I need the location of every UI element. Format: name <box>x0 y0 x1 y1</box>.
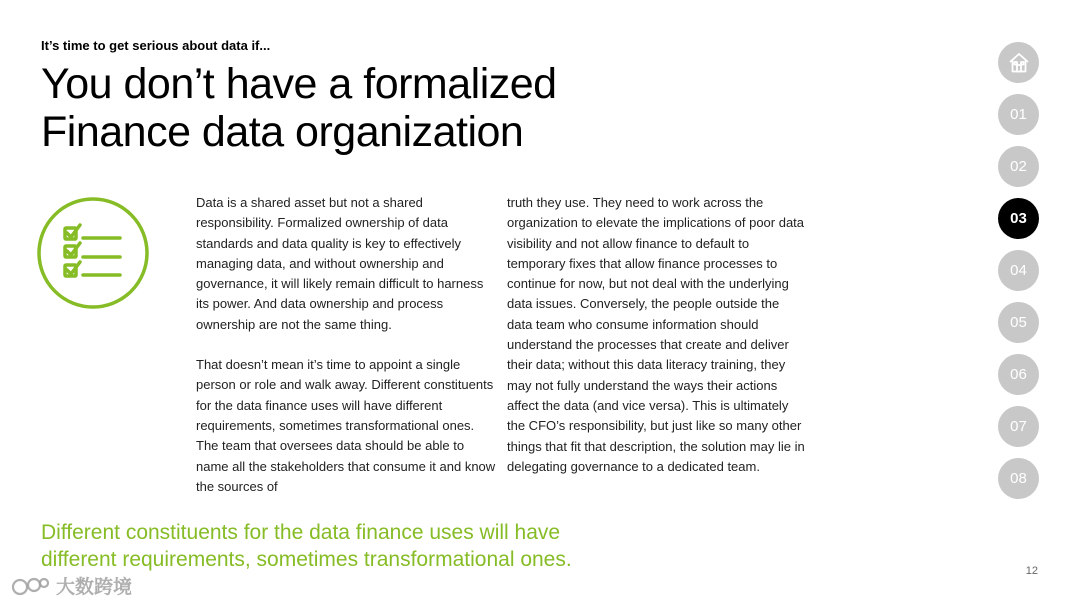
body-paragraph: Data is a shared asset but not a shared responsibility. Formalized ownership of data standards and data quality is key to effectively managing data, and without ownership and governance, it will likely remain difficult to harness its power. And data ownership and process ownership are not the same thing. <box>196 195 484 332</box>
pull-quote-line-1: Different constituents for the data finance uses will have <box>41 521 561 544</box>
eyebrow-text: It’s time to get serious about data if... <box>41 38 271 53</box>
nav-item-02[interactable]: 02 <box>998 146 1039 187</box>
page-title-line-1: You don’t have a formalized <box>41 60 557 108</box>
body-column-2 <box>507 193 807 477</box>
nav-home-button[interactable] <box>998 42 1039 83</box>
nav-item-05[interactable]: 05 <box>998 302 1039 343</box>
page-title <box>41 60 601 156</box>
nav-item-04[interactable]: 04 <box>998 250 1039 291</box>
watermark <box>10 572 132 599</box>
body-paragraph: That doesn’t mean it’s time to appoint a single person or role and walk away. Different constituents for the data finance uses will have different requirements, sometimes transformational ones. The team that oversees data should be able to name all the stakeholders that consume it and know the sources of <box>196 357 496 494</box>
watermark-logo-icon <box>10 575 50 597</box>
page-number: 12 <box>1025 565 1038 577</box>
nav-item-08[interactable]: 08 <box>998 458 1039 499</box>
nav-item-01[interactable]: 01 <box>998 94 1039 135</box>
body-column-1 <box>196 193 496 497</box>
pull-quote <box>41 519 601 573</box>
checklist-icon <box>36 196 150 310</box>
nav-item-03[interactable]: 03 <box>998 198 1039 239</box>
section-nav <box>998 42 1039 499</box>
nav-item-06[interactable]: 06 <box>998 354 1039 395</box>
page-title-line-2: Finance data organization <box>41 108 524 156</box>
home-icon <box>1007 51 1031 75</box>
nav-item-07[interactable]: 07 <box>998 406 1039 447</box>
pull-quote-line-2: different requirements, sometimes transformational ones. <box>41 548 572 571</box>
body-paragraph: truth they use. They need to work across the organization to elevate the implications of poor data visibility and not allow finance to default to temporary fixes that allow finance processes to continue for now, but not deal with the underlying data issues. Conversely, the people outside the data team who consume information should understand the processes that create and deliver their data; without this data literacy training, they may not fully understand the ways their actions affect the data (and vice versa). This is ultimately the CFO’s responsibility, but just like so many other things that fit that description, the solution may lie in delegating governance to a dedicated team. <box>507 195 805 474</box>
watermark-text: 大数跨境 <box>56 577 133 598</box>
